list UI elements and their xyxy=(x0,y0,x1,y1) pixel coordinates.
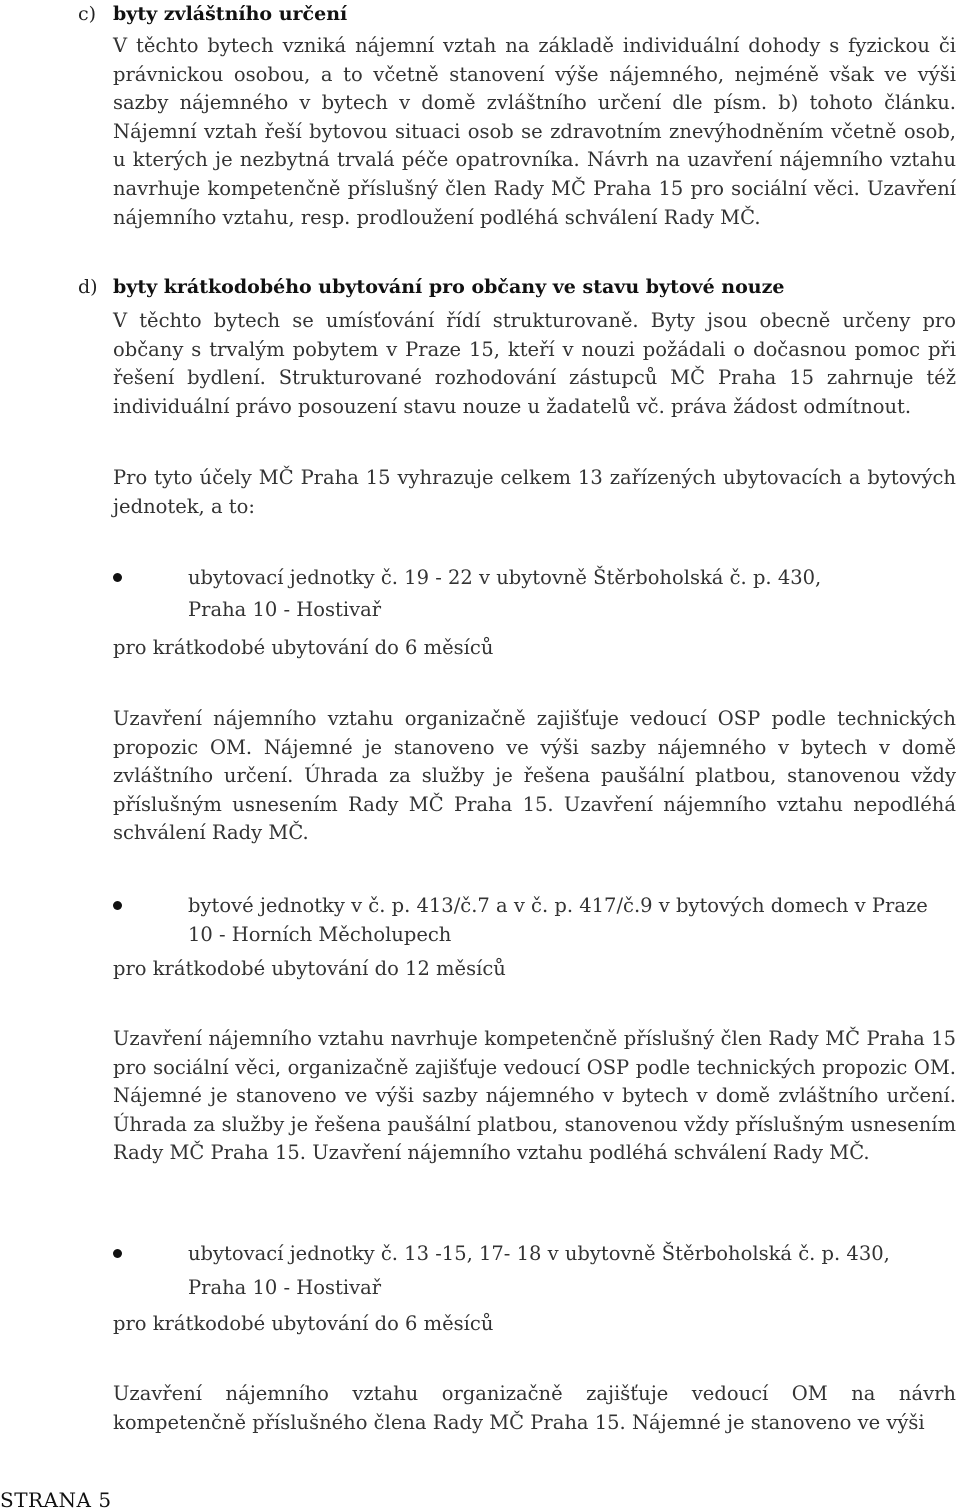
item-1-duration: pro krátkodobé ubytování do 6 měsíců xyxy=(113,636,494,659)
item-1-line1: ubytovací jednotky č. 19 - 22 v ubytovně Štěrboholská č. p. 430, xyxy=(188,566,822,589)
section-d-intro: Pro tyto účely MČ Praha 15 vyhrazuje celkem 13 zařízených ubytovacích a bytových jednotek, a to: xyxy=(113,466,956,518)
item-1-note: Uzavření nájemního vztahu organizačně zajišťuje vedoucí OSP podle technických propozic OM. Nájemné je stanoveno ve výši sazby nájemného v bytech v domě zvláštního určení. Úhrada za služby je řešena paušální platbou, stanovenou vždy příslušným usnesením Rady MČ Praha 15. Uzavření nájemního vztahu nepodléhá schválení Rady MČ. xyxy=(113,707,956,845)
item-2-note: Uzavření nájemního vztahu navrhuje kompetenčně příslušný člen Rady MČ Praha 15 pro sociální věci, organizačně zajišťuje vedoucí OSP podle technických propozic OM. Nájemné je stanoveno ve výši sazby nájemného v bytech v domě zvláštního určení. Úhrada za služby je řešena paušální platbou, stanovenou vždy příslušným usnesením Rady MČ Praha 15. Uzavření nájemního vztahu podléhá schválení Rady MČ. xyxy=(113,1027,956,1165)
section-d-title: byty krátkodobého ubytování pro občany ve stavu bytové nouze xyxy=(113,276,785,298)
item-3-duration: pro krátkodobé ubytování do 6 měsíců xyxy=(113,1312,494,1335)
section-d-body: V těchto bytech se umísťování řídí strukturovaně. Byty jsou obecně určeny pro občany s trvalým pobytem v Praze 15, kteří v nouzi požádali o dočasnou pomoc při řešení bydlení. Strukturované rozhodování zástupců MČ Praha 15 zahrnuje též individuální právo posouzení stavu nouze u žadatelů vč. práva žádost odmítnout. xyxy=(113,309,956,418)
page-number: STRANA 5 xyxy=(0,1488,112,1512)
item-2-line1: bytové jednotky v č. p. 413/č.7 a v č. p. 417/č.9 v bytových domech v Praze xyxy=(188,894,928,917)
section-c-body: V těchto bytech vzniká nájemní vztah na základě individuální dohody s fyzickou či právnickou osobou, a to včetně stanovení výše nájemného, nejméně však ve výši sazby nájemného v bytech v domě zvláštního určení dle písm. b) tohoto článku. Nájemní vztah řeší bytovou situaci osob se zdravotním znevýhodněním včetně osob, u kterých je nezbytná trvalá péče opatrovníka. Návrh na uzavření nájemního vztahu navrhuje kompetenčně příslušný člen Rady MČ Praha 15 pro sociální věci. Uzavření nájemního vztahu, resp. prodloužení podléhá schválení Rady MČ. xyxy=(113,34,956,229)
item-2-duration: pro krátkodobé ubytování do 12 měsíců xyxy=(113,957,506,980)
section-c-title: byty zvláštního určení xyxy=(113,3,348,25)
item-3-line2: Praha 10 - Hostivař xyxy=(188,1276,382,1299)
bullet-icon xyxy=(113,1249,122,1258)
item-2-line2: 10 - Horních Měcholupech xyxy=(188,923,452,946)
section-c-letter: c) xyxy=(78,3,97,25)
item-3-note: Uzavření nájemního vztahu organizačně zajišťuje vedoucí OM na návrh kompetenčně příslušného člena Rady MČ Praha 15. Nájemné je stanoveno ve výši xyxy=(113,1382,956,1434)
item-1-line2: Praha 10 - Hostivař xyxy=(188,598,382,621)
bullet-icon xyxy=(113,573,122,582)
bullet-icon xyxy=(113,901,122,910)
section-d-letter: d) xyxy=(78,276,98,298)
item-3-line1: ubytovací jednotky č. 13 -15, 17- 18 v ubytovně Štěrboholská č. p. 430, xyxy=(188,1242,890,1265)
